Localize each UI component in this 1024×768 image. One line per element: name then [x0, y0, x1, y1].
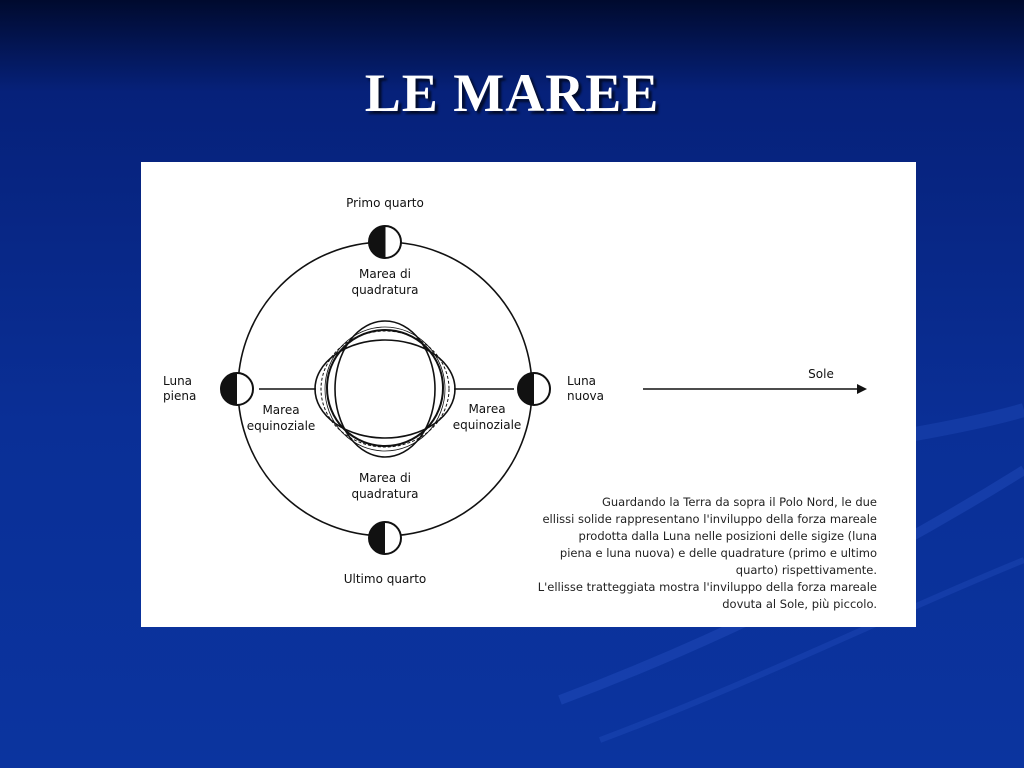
- ellipse-sun-dashed: [321, 331, 449, 447]
- sun-arrow-head-icon: [857, 384, 867, 394]
- label-ultimo-quarto: Ultimo quarto: [343, 572, 427, 586]
- tides-diagram: [141, 162, 916, 627]
- caption-line: piena e luna nuova) e delle quadrature (primo e ultimo: [559, 546, 877, 560]
- label-marea-equinoziale-left-2: equinoziale: [246, 419, 316, 433]
- page-title: LE MAREE: [364, 63, 660, 123]
- caption-line: L'ellisse tratteggiata mostra l'inviluppo della forza mareale: [537, 580, 877, 594]
- label-marea-equinoziale-right-2: equinoziale: [452, 418, 522, 432]
- moon-ultimo-quarto-icon: [369, 522, 401, 554]
- caption-line: prodotta dalla Luna nelle posizioni delle sigize (luna: [578, 529, 877, 543]
- caption-line: ellissi solide rappresentano l'inviluppo della forza mareale: [542, 512, 877, 526]
- label-marea-equinoziale-left-1: Marea: [262, 403, 300, 417]
- tides-diagram-panel: [141, 162, 916, 627]
- caption: [538, 495, 877, 611]
- caption-line: Guardando la Terra da sopra il Polo Nord, le due: [601, 495, 877, 509]
- label-marea-quadratura-top-1: Marea di: [359, 267, 411, 281]
- moon-primo-quarto-icon: [369, 226, 401, 258]
- caption-line: dovuta al Sole, più piccolo.: [722, 597, 877, 611]
- label-luna-nuova-1: Luna: [567, 374, 597, 388]
- label-marea-quadratura-bottom-1: Marea di: [359, 471, 411, 485]
- label-primo-quarto: Primo quarto: [346, 196, 424, 210]
- ellipse-quadrature: [335, 321, 435, 457]
- label-marea-quadratura-top-2: quadratura: [351, 283, 419, 297]
- label-luna-piena-2: piena: [163, 389, 197, 403]
- label-marea-equinoziale-right-1: Marea: [468, 402, 506, 416]
- label-sole: Sole: [808, 367, 834, 381]
- label-luna-piena-1: Luna: [163, 374, 193, 388]
- caption-line: quarto) rispettivamente.: [735, 563, 877, 577]
- ellipse-sigize: [315, 340, 455, 438]
- moon-luna-piena-icon: [221, 373, 253, 405]
- earth-tidal-envelopes: [315, 321, 455, 457]
- label-marea-quadratura-bottom-2: quadratura: [351, 487, 419, 501]
- moon-luna-nuova-icon: [518, 373, 550, 405]
- label-luna-nuova-2: nuova: [567, 389, 605, 403]
